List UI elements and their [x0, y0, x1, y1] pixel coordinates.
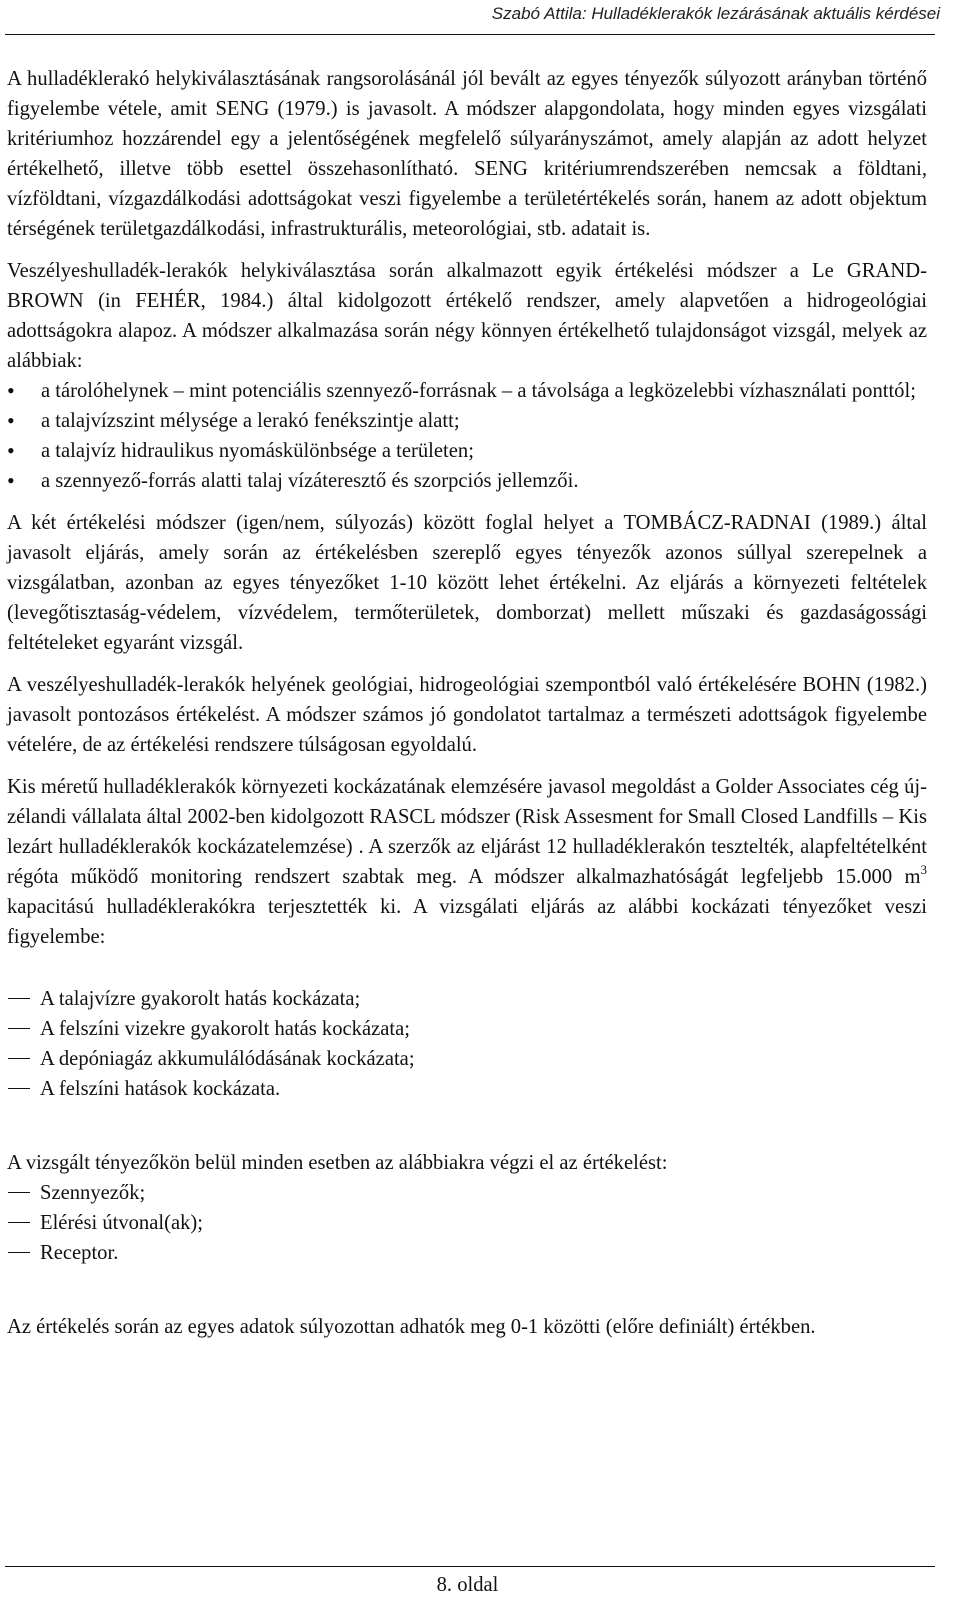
dash-item: A felszíni hatások kockázata. [7, 1074, 927, 1104]
bullet-icon: • [7, 378, 15, 403]
header-rule [5, 34, 935, 35]
dash-item: Receptor. [7, 1238, 927, 1268]
dash-icon [8, 1222, 30, 1223]
bullet-icon: • [7, 468, 15, 493]
dash-icon [8, 1028, 30, 1029]
dash-item: Elérési útvonal(ak); [7, 1208, 927, 1238]
footer-rule [5, 1566, 935, 1567]
dash-icon [8, 1192, 30, 1193]
bullet-item: • a szennyező-forrás alatti talaj vízáteresztő és szorpciós jellemzői. [7, 466, 927, 496]
page-number: 8. oldal [436, 1574, 499, 1596]
dash-list-evaluation [7, 1178, 927, 1268]
dash-item: A talajvízre gyakorolt hatás kockázata; [7, 984, 927, 1014]
paragraph-tombacz-radnai: A két értékelési módszer (igen/nem, súlyozás) között foglal helyet a TOMBÁCZ-RADNAI (1989.) által javasolt eljárás, amely során az értékelésben szereplő egyes tényezők azonos súllyal szerepelnek a vizsgálatban, azonban az egyes tényezőket 1-10 között lehet értékelni. Az eljárás a környezeti feltételek (levegőtisztaság-védelem, vízvédelem, termőterületek, domborzat) mellett műszaki és gazdaságossági feltételeket egyaránt vizsgál. [7, 512, 927, 654]
paragraph-evaluation-intro: A vizsgált tényezőkön belül minden esetben az alábbiakra végzi el az értékelést: [7, 1152, 668, 1174]
dash-icon [8, 1252, 30, 1253]
document-body [7, 64, 927, 1354]
dash-item: A felszíni vizekre gyakorolt hatás kockázata; [7, 1014, 927, 1044]
bullet-item: • a talajvíz hidraulikus nyomáskülönbsége a területen; [7, 436, 927, 466]
bullet-item: • a tárolóhelynek – mint potenciális szennyező-forrásnak – a távolsága a legközelebbi vízhasználati ponttól; [7, 376, 927, 406]
bullet-icon: • [7, 408, 15, 433]
spacer [7, 1104, 927, 1148]
running-header: Szabó Attila: Hulladéklerakók lezárásának aktuális kérdései [491, 4, 940, 23]
spacer [7, 1268, 927, 1312]
paragraph-bohn: A veszélyeshulladék-lerakók helyének geológiai, hidrogeológiai szempontból való értékelésére BOHN (1982.) javasolt pontozásos értékelést. A módszer számos jó gondolatot tartalmaz a természeti adottságok figyelembe vételére, de az értékelési rendszere túlságosan egyoldalú. [7, 674, 927, 756]
dash-icon [8, 998, 30, 999]
dash-icon [8, 1058, 30, 1059]
bullet-icon: • [7, 438, 15, 463]
spacer [7, 964, 927, 984]
paragraph-le-grand-brown: Veszélyeshulladék-lerakók helykiválasztása során alkalmazott egyik értékelési módszer a Le GRAND-BROWN (in FEHÉR, 1984.) által kidolgozott értékelő rendszer, amely alapvetően a hidrogeológiai adottságokra alapoz. A módszer alkalmazása során négy könnyen értékelhető tulajdonságot vizsgál, melyek az alábbiak: [7, 260, 927, 372]
dash-icon [8, 1088, 30, 1089]
paragraph-rascl: Kis méretű hulladéklerakók környezeti kockázatának elemzésére javasol megoldást a Golder Associates cég új-zélandi vállalata által 2002-ben kidolgozott RASCL módszer (Risk Assesment for Small Closed Landfills – Kis lezárt hulladéklerakók kockázatelemzése) . A szerzők az eljárást 12 hulladéklerakón tesztelték, alapfeltételként régóta működő monitoring rendszert szabtak meg. A módszer alkalmazhatóságát legfeljebb 15.000 $m^3$ kapacitású hulladéklerakókra terjesztették ki. A vizsgálati eljárás az alábbi kockázati tényezőket veszi figyelembe: [7, 776, 927, 948]
paragraph-seng: A hulladéklerakó helykiválasztásának rangsorolásánál jól bevált az egyes tényezők súlyozott arányban történő figyelembe vétele, amit SENG (1979.) is javasolt. A módszer alapgondolata, hogy minden egyes vizsgálati kritériumhoz hozzárendel egy a jelentőségének megfelelő súlyarányszámot, amely alapján az adott helyzet értékelhető, illetve több esettel összehasonlítható. SENG kritériumrendszerében nemcsak a földtani, vízföldtani, vízgazdálkodási adottságokat veszi figyelembe a területértékelés során, hanem az adott objektum térségének területgazdálkodási, infrastrukturális, meteorológiai, stb. adatait is. [7, 68, 927, 240]
paragraph-weighting: Az értékelés során az egyes adatok súlyozottan adhatók meg 0-1 közötti (előre definiált) értékben. [7, 1316, 816, 1338]
bullet-item: • a talajvízszint mélysége a lerakó fenékszintje alatt; [7, 406, 927, 436]
bullet-list-properties [7, 376, 927, 496]
dash-list-risk-factors [7, 984, 927, 1104]
dash-item: Szennyezők; [7, 1178, 927, 1208]
dash-item: A depóniagáz akkumulálódásának kockázata; [7, 1044, 927, 1074]
superscript: 3 [920, 862, 927, 877]
